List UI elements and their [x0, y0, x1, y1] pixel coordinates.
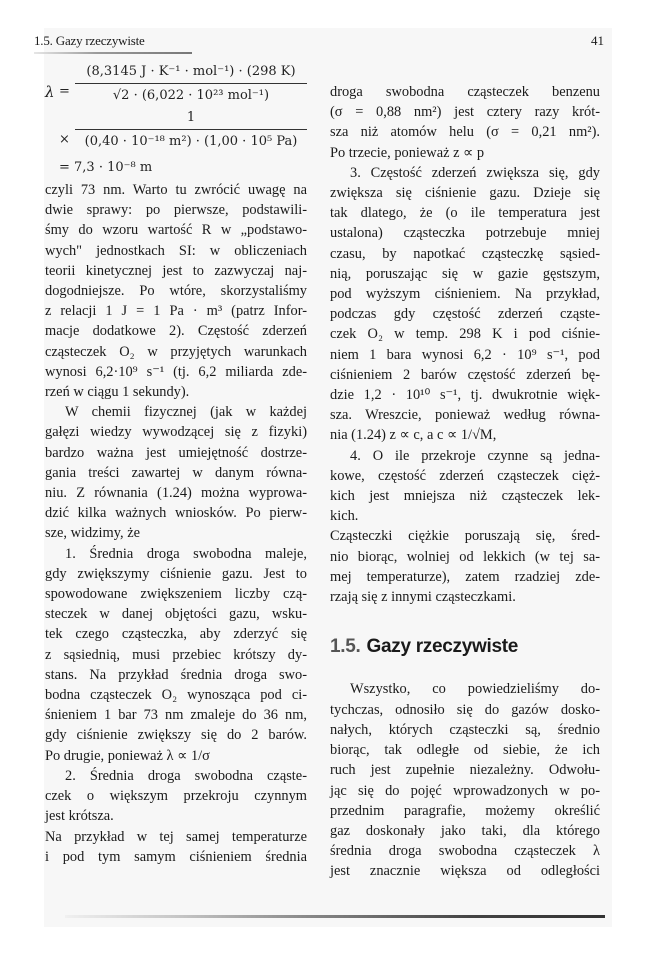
conclusion-4: [330, 446, 600, 608]
text-line: dzie 1,2 · 10¹⁰ s⁻¹, tj. dwukrotnie więk-: [330, 387, 600, 404]
text-line: spowodowane zwiększeniem liczby czą-: [45, 586, 307, 603]
mean-free-path-formula: [45, 62, 307, 180]
paragraph-real-gases: [330, 679, 600, 881]
text-line: podczas gdy częstość zderzeń cząste-: [330, 306, 600, 323]
text-line: śmy do wzoru wartość R w „podstawo-: [45, 222, 307, 239]
conclusion-2: [45, 766, 307, 867]
formula-fraction-2: [75, 108, 307, 152]
fraction-bar: [75, 83, 307, 84]
text-line: wych" jednostkach SI: w obliczeniach: [45, 242, 307, 259]
text-line: czasu, by napotkać cząsteczkę sąsied-: [330, 245, 600, 262]
text-line: tak dlatego, że (o ile temperatura jest: [330, 205, 600, 222]
text-line: cząsteczek O₂ w przyjętych warunkach: [45, 343, 307, 360]
text-line: steczek w danej objętości gazu, wsku-: [45, 606, 307, 623]
text-line: tychczas, odnosiło się do gazów dosko-: [330, 701, 600, 718]
text-line: kowe, częstość zderzeń cząsteczek cięż-: [330, 467, 600, 484]
text-line: gdy zwiększymy ciśnienie gazu. Jest to: [45, 565, 307, 582]
text-line: rzają się z innymi cząsteczkami.: [330, 589, 516, 606]
text-line: wynosi 6,2·10⁹ s⁻¹ (tj. 6,2 miliarda zde-: [45, 363, 307, 380]
text-line: bardzo ważna jest umiejętność dostrze-: [45, 444, 307, 461]
text-line: ciśnieniem 2 barów częstość zderzeń bę-: [330, 366, 600, 383]
text-line: dwie sprawy: po pierwsze, podstawili-: [45, 202, 307, 219]
header-rule: [34, 52, 192, 54]
text-line: niu. Z równania (1.24) można wyprowa-: [45, 485, 307, 502]
paragraph-conclusions-intro: [45, 402, 307, 543]
text-line: sza niż atomów helu (σ = 0,21 nm²).: [330, 124, 600, 141]
text-line: tek czego cząsteczka, aby zderzyć się: [45, 626, 307, 643]
text-line: ruch jest zupełnie niezależny. Odwołu-: [330, 762, 600, 779]
text-line: kich.: [330, 508, 359, 525]
text-line: Cząsteczki ciężkie poruszają się, śred-: [330, 528, 600, 545]
formula-times: ×: [59, 132, 70, 147]
formula-fraction-1: [75, 62, 307, 106]
text-line: 3. Częstość zderzeń zwiększa się, gdy: [350, 164, 600, 181]
text-line: droga swobodna cząsteczek benzenu: [330, 84, 600, 100]
text-line: i pod tym samym ciśnieniem średnia: [45, 848, 307, 865]
text-line: nią, poruszając się w gazie gęstszym,: [330, 265, 600, 282]
text-line: W chemii fizycznej (jak w każdej: [65, 404, 307, 421]
text-line: gaz doskonały jako taki, dla którego: [330, 822, 600, 839]
section-title: Gazy rzeczywiste: [366, 636, 519, 658]
text-line: ustalona) cząsteczka potrzebuje mniej: [330, 225, 600, 242]
text-line: nałych, których cząsteczki są, średnio: [330, 721, 600, 738]
text-line: mej temperaturze), zatem rzadziej zde-: [330, 568, 600, 585]
text-line: pod wyższym ciśnieniem. Na przykład,: [330, 286, 600, 303]
text-line: Po trzecie, ponieważ z ∝ p: [330, 144, 485, 161]
text-line: biorąc, tak odległe od siebie, że ich: [330, 742, 600, 759]
section-heading: [330, 637, 600, 657]
text-line: Po drugie, ponieważ λ ∝ 1/σ: [45, 747, 210, 764]
formula-lambda: λ: [45, 83, 55, 101]
text-line: nia (1.24) z ∝ c, a c ∝ 1/√M,: [330, 427, 497, 444]
formula-equals: =: [59, 84, 70, 99]
text-line: jąc się do pojęć wprowadzonych w po-: [330, 782, 600, 799]
text-line: zwiększa się ciśnienie gazu. Dzieje się: [330, 185, 600, 202]
text-line: z sąsiednią, musi przebiec krótszy dy-: [45, 646, 307, 663]
footer-rule: [65, 915, 605, 918]
text-line: przednim paragrafie, możemy określić: [330, 802, 600, 819]
running-title: 1.5. Gazy rzeczywiste: [34, 33, 145, 48]
text-line: stans. Na przykład średnia droga swo-: [45, 666, 307, 683]
conclusion-1: [45, 544, 307, 766]
text-line: czek o większym przekroju czynnym: [45, 788, 307, 805]
text-line: z relacji 1 J = 1 Pa · m³ (patrz Infor-: [45, 303, 307, 320]
fraction-bar: [75, 129, 307, 130]
text-line: gdy ciśnienie zwiększy się do 2 barów.: [45, 727, 307, 744]
fraction-1-denominator: √2 · (6,022 · 10²³ mol⁻¹): [112, 88, 270, 104]
text-line: czek O₂ w temp. 298 K i pod ciśnie-: [330, 326, 600, 343]
conclusion-2-continued: [330, 82, 600, 163]
fraction-2-denominator: (0,40 · 10⁻¹⁸ m²) · (1,00 · 10⁵ Pa): [84, 134, 298, 150]
text-line: bodna cząsteczek O₂ wynosząca pod ci-: [45, 687, 307, 704]
formula-result: = 7,3 · 10⁻⁸ m: [59, 160, 153, 175]
text-line: sze, widzimy, że: [45, 525, 140, 542]
right-column: [330, 82, 600, 882]
text-line: jest krótsza.: [45, 808, 114, 825]
left-column: [45, 62, 307, 867]
text-line: kich jest mniejsza niż cząsteczek lek-: [330, 488, 600, 505]
text-line: czyli 73 nm. Warto tu zwrócić uwagę na: [45, 182, 307, 198]
page-number: 41: [591, 33, 604, 48]
text-line: nio biorąc, wolniej od lekkich (w tej sa-: [330, 548, 600, 565]
text-line: jest znacznie większa od odległości: [330, 863, 600, 880]
fraction-1-numerator: (8,3145 J · K⁻¹ · mol⁻¹) · (298 K): [86, 64, 296, 79]
text-line: macje dodatkowe 2). Częstość zderzeń: [45, 323, 307, 340]
text-line: (σ = 0,88 nm²) jest cztery razy krót-: [330, 104, 600, 121]
paragraph-interpretation: [45, 180, 307, 402]
conclusion-3: [330, 163, 600, 446]
section-number: 1.5.: [330, 636, 361, 658]
running-head: [34, 33, 604, 51]
text-line: 1. Średnia droga swobodna maleje,: [65, 545, 307, 562]
text-line: śnieniem 1 bar 73 nm zmaleje do 36 nm,: [45, 707, 307, 724]
text-line: 2. Średnia droga swobodna cząste-: [65, 767, 307, 784]
text-line: 4. O ile przekroje czynne są jedna-: [350, 447, 600, 464]
text-line: teorii kinetycznej jest to zazwyczaj naj-: [45, 262, 307, 279]
text-line: Wszystko, co powiedzieliśmy do-: [350, 681, 600, 698]
fraction-2-numerator: 1: [186, 110, 196, 125]
text-line: gałęzi wiedzy wywodzącej się z fizyki): [45, 424, 307, 441]
text-line: dogodniejsze. Po wtóre, skorzystaliśmy: [45, 283, 307, 300]
text-line: niem 1 bara wynosi 6,2 · 10⁹ s⁻¹, pod: [330, 346, 600, 363]
text-line: rzeń w ciągu 1 sekundy).: [45, 384, 190, 401]
text-line: Na przykład w tej samej temperaturze: [45, 828, 307, 845]
text-line: średnia droga swobodna cząsteczek λ: [330, 843, 600, 860]
text-line: sza. Wreszcie, ponieważ według równa-: [330, 407, 600, 424]
text-line: gania treści zawartej w danym równa-: [45, 464, 307, 481]
text-line: dzić kilka ważnych wniosków. Po pierw-: [45, 505, 307, 522]
